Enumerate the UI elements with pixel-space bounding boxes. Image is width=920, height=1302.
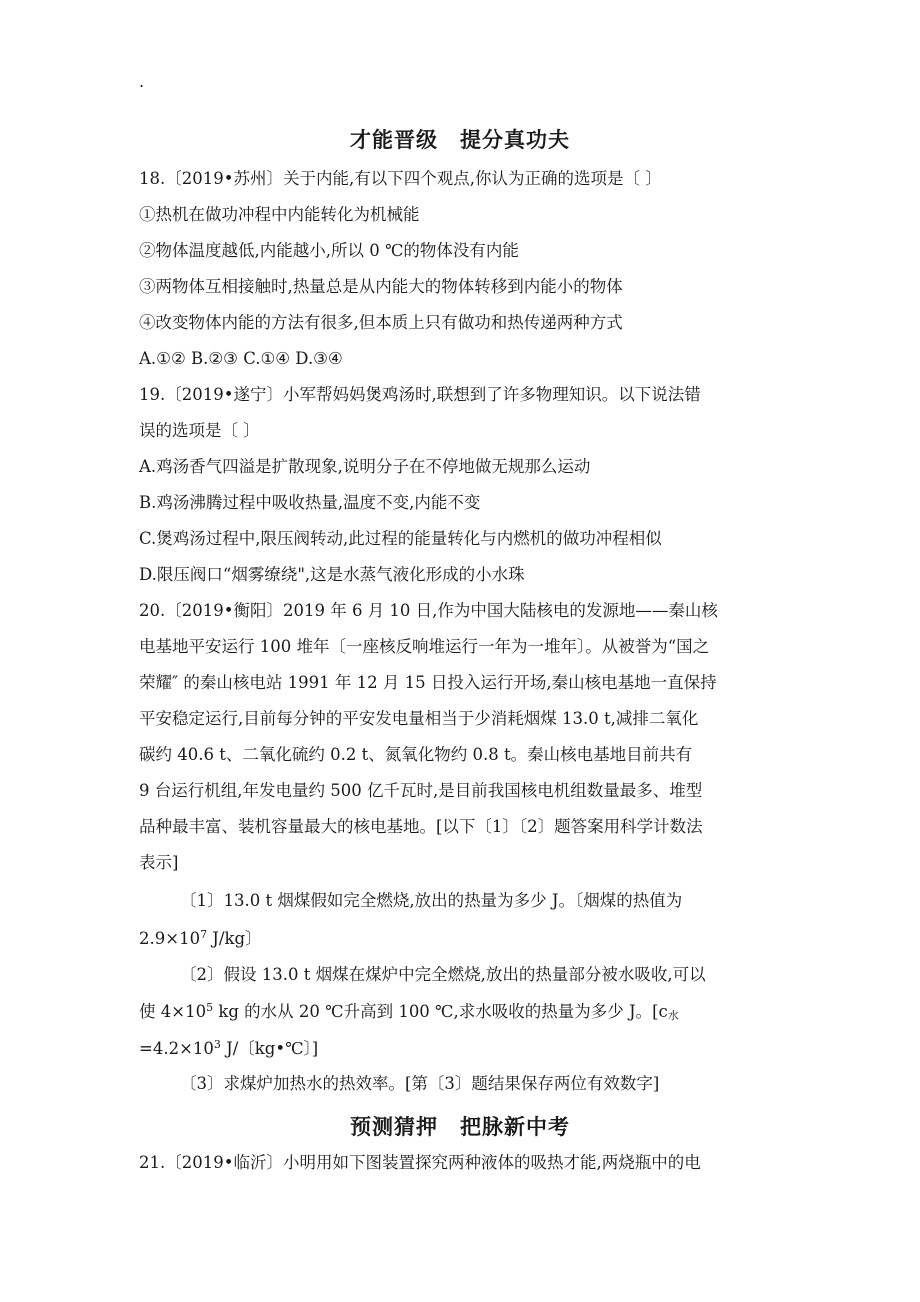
q20-line3: 荣耀″ 的秦山核电站 1991 年 12 月 15 日投入运行开场,秦山核电基地一直保持 bbox=[139, 673, 717, 692]
q20-part1-exponent: 7 bbox=[200, 928, 208, 941]
q20-part2-text: kg 的水从 20 ℃升高到 100 ℃,求水吸收的热量为多少 J。[c bbox=[213, 1002, 668, 1021]
q19-option-c: C.煲鸡汤过程中,限压阀转动,此过程的能量转化与内燃机的做功冲程相似 bbox=[139, 529, 662, 548]
q18-option-3: ③两物体互相接触时,热量总是从内能大的物体转移到内能小的物体 bbox=[139, 277, 623, 296]
q18-option-4: ④改变物体内能的方法有很多,但本质上只有做功和热传递两种方式 bbox=[139, 313, 623, 332]
section-title-prediction: 预测猜押 把脉新中考 bbox=[350, 1115, 570, 1139]
q18-option-2: ②物体温度越低,内能越小,所以 0 ℃的物体没有内能 bbox=[139, 241, 519, 260]
q20-line8: 表示] bbox=[139, 853, 179, 872]
q20-part2-c-unit: J/〔kg•℃〕] bbox=[220, 1039, 319, 1058]
header-dot: . bbox=[139, 72, 145, 91]
q18-option-1: ①热机在做功冲程中内能转化为机械能 bbox=[139, 205, 420, 224]
q20-part2-exponent: 5 bbox=[206, 1001, 214, 1014]
q18-stem: 18.〔2019•苏州〕关于内能,有以下四个观点,你认为正确的选项是〔 〕 bbox=[139, 169, 662, 188]
q20-part2-subscript: 水 bbox=[667, 1009, 679, 1022]
q19-stem-line1: 19.〔2019•遂宁〕小军帮妈妈煲鸡汤时,联想到了许多物理知识。以下说法错 bbox=[139, 385, 701, 404]
q20-line6: 9 台运行机组,年发电量约 500 亿千瓦时,是目前我国核电机组数量最多、堆型 bbox=[139, 781, 703, 800]
q20-line4: 平安稳定运行,目前每分钟的平安发电量相当于少消耗烟煤 13.0 t,减排二氧化 bbox=[139, 709, 699, 728]
q20-part2-line1: 〔2〕假设 13.0 t 烟煤在煤炉中完全燃烧,放出的热量部分被水吸收,可以 bbox=[180, 965, 706, 984]
q20-part3: 〔3〕求煤炉加热水的热效率。[第〔3〕题结果保存两位有效数字] bbox=[180, 1074, 660, 1093]
q20-line7: 品种最丰富、装机容量最大的核电基地。[以下〔1〕〔2〕题答案用科学计数法 bbox=[139, 817, 703, 836]
q20-part2-c-value: =4.2×10 bbox=[139, 1039, 214, 1058]
q20-line5: 碳约 40.6 t、二氧化硫约 0.2 t、氮氧化物约 0.8 t。秦山核电基地目前共有 bbox=[139, 745, 693, 764]
q21-line1: 21.〔2019•临沂〕小明用如下图装置探究两种液体的吸热才能,两烧瓶中的电 bbox=[139, 1153, 701, 1172]
q19-option-a: A.鸡汤香气四溢是扩散现象,说明分子在不停地做无规那么运动 bbox=[139, 457, 591, 476]
q20-part1-line2 bbox=[139, 928, 262, 950]
q20-part1-unit: J/kg〕 bbox=[207, 929, 262, 948]
q19-option-d: D.限压阀口“烟雾缭绕",这是水蒸气液化形成的小水珠 bbox=[139, 565, 525, 584]
q19-stem-line2: 误的选项是〔 〕 bbox=[139, 421, 260, 440]
q20-part2-line3 bbox=[139, 1038, 318, 1060]
section-title-ability: 才能晋级 提分真功夫 bbox=[350, 128, 570, 152]
q18-choices: A.①② B.②③ C.①④ D.③④ bbox=[139, 349, 343, 368]
q20-line1: 20.〔2019•衡阳〕2019 年 6 月 10 日,作为中国大陆核电的发源地——秦山核 bbox=[139, 601, 718, 620]
q19-option-b: B.鸡汤沸腾过程中吸收热量,温度不变,内能不变 bbox=[139, 493, 481, 512]
q20-part1-line1: 〔1〕13.0 t 烟煤假如完全燃烧,放出的热量为多少 J。〔烟煤的热值为 bbox=[180, 891, 683, 910]
q20-part2-mass: 使 4×10 bbox=[139, 1002, 207, 1021]
q20-part2-line2 bbox=[139, 1001, 679, 1023]
q20-part2-c-exponent: 3 bbox=[213, 1038, 221, 1051]
q20-line2: 电基地平安运行 100 堆年〔一座核反响堆运行一年为一堆年〕。从被誉为“国之 bbox=[139, 637, 710, 656]
q20-part1-coef: 2.9×10 bbox=[139, 929, 201, 948]
